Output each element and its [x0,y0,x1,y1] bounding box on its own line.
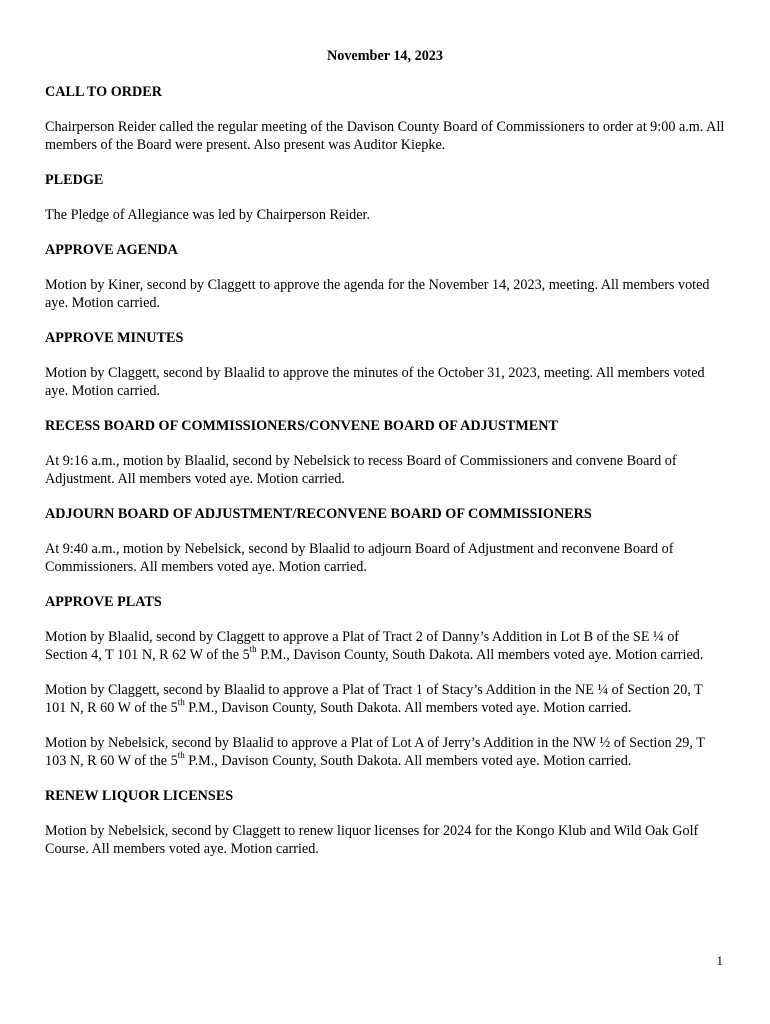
plat-2-ordinal: th [177,697,185,708]
heading-pledge: PLEDGE [45,172,104,188]
plat-3-ordinal: th [177,750,185,761]
paragraph-approve-agenda: Motion by Kiner, second by Claggett to approve the agenda for the November 14, 2023, meeting. All members voted aye. Motion carried. [45,277,710,311]
meeting-date: November 14, 2023 [327,48,443,64]
page-number: 1 [716,953,723,968]
heading-renew-liquor-licenses: RENEW LIQUOR LICENSES [45,788,234,804]
paragraph-pledge: The Pledge of Allegiance was led by Chairperson Reider. [45,207,371,223]
paragraph-approve-minutes: Motion by Claggett, second by Blaalid to approve the minutes of the October 31, 2023, meeting. All members voted aye. Motion carried. [45,365,705,399]
heading-approve-agenda: APPROVE AGENDA [45,242,178,258]
plat-2-text: Motion by Claggett, second by Blaalid to approve a Plat of Tract 1 of Stacy’s Addition in the NE ¼ of Section 20, T 101 N, R 60 W of the 5 [45,682,703,716]
paragraph-plat-3 [45,734,725,770]
paragraph-recess-convene: At 9:16 a.m., motion by Blaalid, second by Nebelsick to recess Board of Commissioners and convene Board of Adjustment. All members voted aye. Motion carried. [45,453,677,487]
plat-1-text-end: P.M., Davison County, South Dakota. All members voted aye. Motion carried. [256,647,704,663]
plat-2-text-end: P.M., Davison County, South Dakota. All members voted aye. Motion carried. [184,700,632,716]
plat-3-text: Motion by Nebelsick, second by Blaalid to approve a Plat of Lot A of Jerry’s Addition in the NW ½ of Section 29, T 103 N, R 60 W of the 5 [45,735,705,769]
paragraph-adjourn-reconvene: At 9:40 a.m., motion by Nebelsick, second by Blaalid to adjourn Board of Adjustment and reconvene Board of Commissioners. All members voted aye. Motion carried. [45,541,674,575]
heading-call-to-order: CALL TO ORDER [45,84,162,100]
minutes-body [45,83,725,875]
heading-approve-plats: APPROVE PLATS [45,594,162,610]
plat-1-ordinal: th [249,644,257,655]
paragraph-plat-1 [45,628,725,664]
heading-approve-minutes: APPROVE MINUTES [45,330,184,346]
plat-3-text-end: P.M., Davison County, South Dakota. All members voted aye. Motion carried. [184,753,632,769]
plat-1-text: Motion by Blaalid, second by Claggett to approve a Plat of Tract 2 of Danny’s Addition in Lot B of the SE ¼ of Section 4, T 101 N, R 62 W of the 5 [45,629,680,663]
heading-recess-convene: RECESS BOARD OF COMMISSIONERS/CONVENE BOARD OF ADJUSTMENT [45,418,558,434]
heading-adjourn-reconvene: ADJOURN BOARD OF ADJUSTMENT/RECONVENE BOARD OF COMMISSIONERS [45,506,592,522]
paragraph-call-to-order: Chairperson Reider called the regular meeting of the Davison County Board of Commissioners to order at 9:00 a.m. All members of the Board were present. Also present was Auditor Kiepke. [45,119,725,153]
paragraph-renew-liquor-licenses: Motion by Nebelsick, second by Claggett to renew liquor licenses for 2024 for the Kongo Klub and Wild Oak Golf Course. All members voted aye. Motion carried. [45,823,699,857]
paragraph-plat-2 [45,681,725,717]
